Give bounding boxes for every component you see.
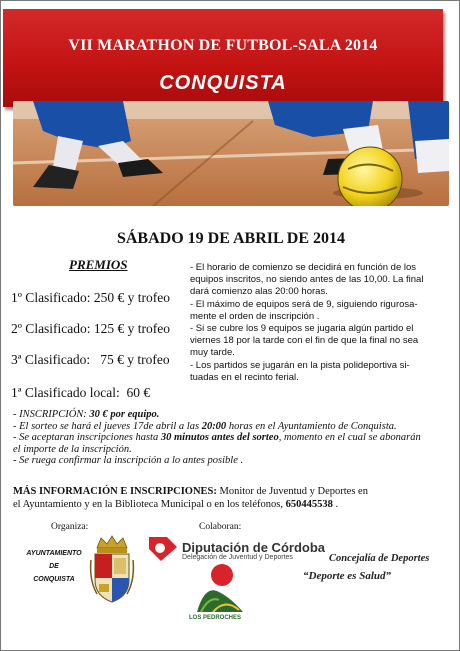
rule-line: muy tarde. xyxy=(190,347,235,359)
accept-prefix: - Se aceptaran inscripciones hasta xyxy=(13,432,161,444)
rule-line: - Los partidos se jugarán en la pista polideportiva si- xyxy=(190,359,410,371)
ayto-line: AYUNTAMIENTO xyxy=(26,550,82,557)
crest-icon xyxy=(89,534,135,606)
rule-line: mente el orden de inscripción . xyxy=(190,310,320,322)
phone-number: 650445538 xyxy=(285,499,333,510)
rule-line: tuadas en el recinto ferial. xyxy=(190,371,299,383)
futsal-photo-graphic xyxy=(13,101,449,206)
futsal-photo xyxy=(13,101,449,206)
more-info-heading: MÁS INFORMACIÓN E INSCRIPCIONES: xyxy=(13,486,217,497)
note-accept xyxy=(13,432,453,444)
rule-line: equipos inscritos, no siendo antes de las 10,00. La final xyxy=(190,274,424,286)
title-banner xyxy=(3,9,443,107)
rule-line: - El horario de comienzo se decidirá en función de los xyxy=(190,262,417,273)
draw-suffix: horas en el Ayuntamiento de Conquista. xyxy=(226,420,397,432)
note-accept-line2: el importe de la inscripción. xyxy=(13,443,132,455)
more-info xyxy=(13,485,453,511)
more-info-line1: Monitor de Juventud y Deportes en xyxy=(216,486,368,497)
prize-first: 1º Clasificado: 250 € y trofeo xyxy=(11,290,171,305)
ayuntamiento-text xyxy=(21,547,87,586)
rule-line: viernes 18 por la tarde con el fin de que la final no sea xyxy=(190,335,419,347)
draw-prefix: - El sorteo se hará el jueves 17de abril a las xyxy=(13,420,202,432)
organiza-label: Organiza: xyxy=(51,522,89,532)
ayto-line: DE xyxy=(49,563,59,570)
prize-third: 3ª Clasificado: 75 € y trofeo xyxy=(11,352,170,367)
pedroches-logo-icon xyxy=(191,562,249,616)
prizes-heading: PREMIOS xyxy=(69,257,128,272)
rule-line: dará comienzo alas 20:00 horas. xyxy=(190,286,328,298)
draw-time: 20:00 xyxy=(201,420,227,432)
inscription-value: 30 € por equipo. xyxy=(86,409,160,420)
notes-list xyxy=(13,409,453,467)
slogan-text: “Deporte es Salud” xyxy=(303,570,391,582)
note-confirm: - Se ruega confirmar la inscripción a lo antes posible . xyxy=(13,455,244,467)
colaboran-label: Colaboran: xyxy=(199,522,242,532)
event-subtitle: CONQUISTA xyxy=(159,72,287,94)
diputacion-logo-icon xyxy=(147,535,179,563)
note-draw xyxy=(13,421,453,433)
rule-line: - Si se cubre los 9 equipos se jugaria algún partido el xyxy=(190,323,414,335)
diputacion-name: Diputación de Córdoba xyxy=(182,540,325,555)
more-info-line2: el Ayuntamiento y en la Biblioteca Municipal o en los teléfonos, xyxy=(13,499,286,510)
event-date: SÁBADO 19 DE ABRIL DE 2014 xyxy=(116,230,346,247)
note-inscription xyxy=(13,409,453,421)
rules-list xyxy=(190,262,448,384)
inscription-label: - INSCRIPCIÓN: xyxy=(13,409,87,420)
prize-local: 1ª Clasificado local: 60 € xyxy=(11,385,151,400)
event-title: VII MARATHON DE FUTBOL-SALA 2014 xyxy=(68,37,378,54)
pedroches-name: LOS PEDROCHES xyxy=(189,615,242,621)
diputacion-sub: Delegación de Juventud y Deportes xyxy=(182,554,293,561)
accept-suffix: , momento en el cual se abonarán xyxy=(278,432,421,444)
ayto-line: CONQUISTA xyxy=(33,576,75,583)
rule-line: - El máximo de equipos será de 9, siguiendo rigurosa- xyxy=(190,298,418,310)
more-info-end: . xyxy=(332,499,339,510)
concejalia-text: Concejalía de Deportes xyxy=(329,553,430,564)
prize-second: 2º Clasificado: 125 € y trofeo xyxy=(11,321,171,336)
accept-bold: 30 minutos antes del sorteo xyxy=(160,432,279,444)
